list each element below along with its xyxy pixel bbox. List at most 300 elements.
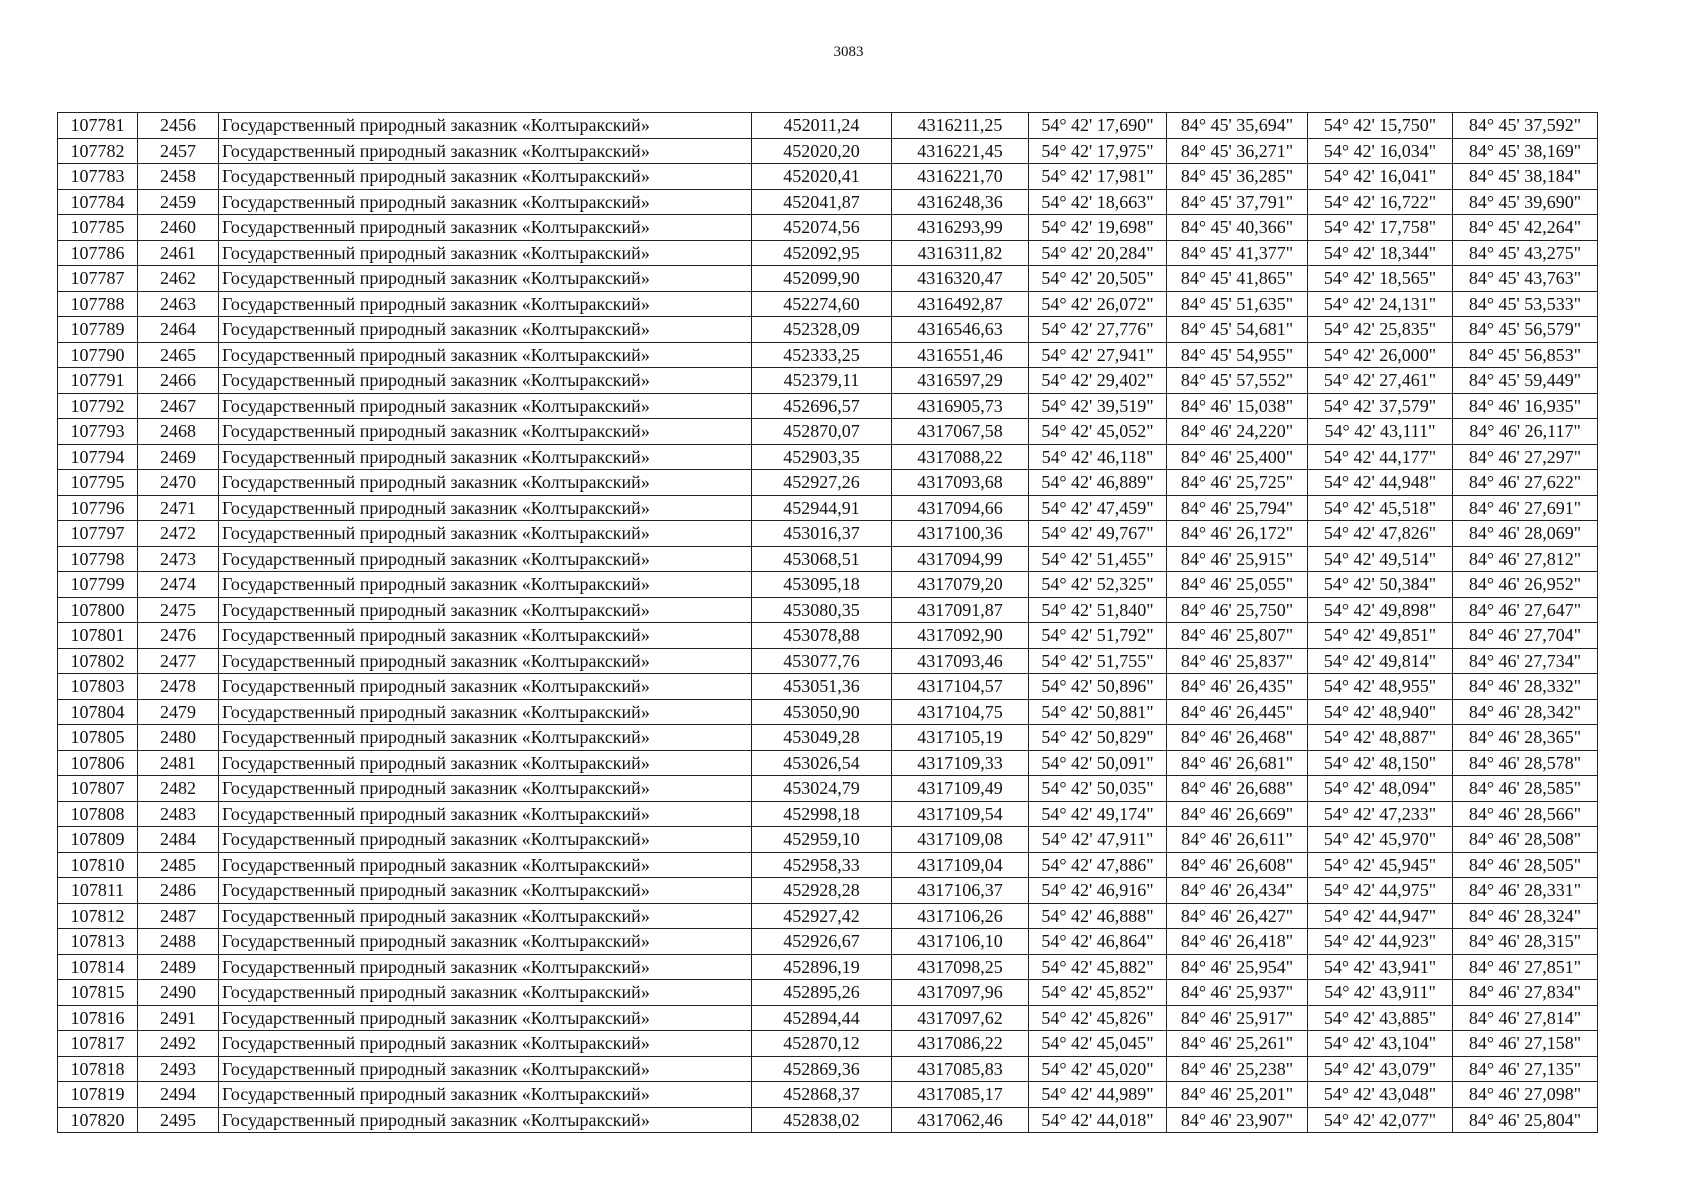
- longitude-alt-cell: 84° 46' 16,935": [1453, 393, 1598, 419]
- latitude-alt-cell: 54° 42' 47,826": [1308, 521, 1453, 547]
- y-coordinate-cell: 4316551,46: [892, 342, 1029, 368]
- latitude-alt-cell: 54° 42' 44,975": [1308, 878, 1453, 904]
- record-id-cell: 107818: [58, 1056, 138, 1082]
- longitude-cell: 84° 46' 26,445": [1167, 699, 1308, 725]
- latitude-alt-cell: 54° 42' 16,722": [1308, 189, 1453, 215]
- point-number-cell: 2476: [138, 623, 219, 649]
- longitude-alt-cell: 84° 46' 27,691": [1453, 495, 1598, 521]
- table-row: [58, 521, 1598, 547]
- point-number-cell: 2478: [138, 674, 219, 700]
- point-number-cell: 2482: [138, 776, 219, 802]
- x-coordinate-cell: 452959,10: [752, 827, 892, 853]
- reserve-name-cell: Государственный природный заказник «Колтыракский»: [219, 1082, 752, 1108]
- y-coordinate-cell: 4317085,17: [892, 1082, 1029, 1108]
- longitude-alt-cell: 84° 45' 53,533": [1453, 291, 1598, 317]
- latitude-cell: 54° 42' 47,459": [1029, 495, 1167, 521]
- latitude-alt-cell: 54° 42' 25,835": [1308, 317, 1453, 343]
- latitude-cell: 54° 42' 52,325": [1029, 572, 1167, 598]
- x-coordinate-cell: 453077,76: [752, 648, 892, 674]
- record-id-cell: 107796: [58, 495, 138, 521]
- latitude-cell: 54° 42' 46,864": [1029, 929, 1167, 955]
- y-coordinate-cell: 4317085,83: [892, 1056, 1029, 1082]
- latitude-alt-cell: 54° 42' 45,970": [1308, 827, 1453, 853]
- latitude-cell: 54° 42' 51,755": [1029, 648, 1167, 674]
- record-id-cell: 107795: [58, 470, 138, 496]
- x-coordinate-cell: 452868,37: [752, 1082, 892, 1108]
- longitude-cell: 84° 46' 26,434": [1167, 878, 1308, 904]
- y-coordinate-cell: 4316905,73: [892, 393, 1029, 419]
- y-coordinate-cell: 4316293,99: [892, 215, 1029, 241]
- longitude-alt-cell: 84° 46' 28,505": [1453, 852, 1598, 878]
- latitude-cell: 54° 42' 45,020": [1029, 1056, 1167, 1082]
- record-id-cell: 107792: [58, 393, 138, 419]
- latitude-alt-cell: 54° 42' 43,885": [1308, 1005, 1453, 1031]
- record-id-cell: 107815: [58, 980, 138, 1006]
- latitude-cell: 54° 42' 27,776": [1029, 317, 1167, 343]
- reserve-name-cell: Государственный природный заказник «Колтыракский»: [219, 623, 752, 649]
- table-row: [58, 215, 1598, 241]
- record-id-cell: 107820: [58, 1107, 138, 1133]
- latitude-cell: 54° 42' 45,052": [1029, 419, 1167, 445]
- record-id-cell: 107782: [58, 138, 138, 164]
- x-coordinate-cell: 452927,26: [752, 470, 892, 496]
- x-coordinate-cell: 452379,11: [752, 368, 892, 394]
- y-coordinate-cell: 4316597,29: [892, 368, 1029, 394]
- x-coordinate-cell: 453078,88: [752, 623, 892, 649]
- longitude-alt-cell: 84° 45' 56,853": [1453, 342, 1598, 368]
- longitude-cell: 84° 45' 40,366": [1167, 215, 1308, 241]
- longitude-cell: 84° 46' 25,725": [1167, 470, 1308, 496]
- y-coordinate-cell: 4316546,63: [892, 317, 1029, 343]
- point-number-cell: 2470: [138, 470, 219, 496]
- y-coordinate-cell: 4317086,22: [892, 1031, 1029, 1057]
- latitude-cell: 54° 42' 45,852": [1029, 980, 1167, 1006]
- reserve-name-cell: Государственный природный заказник «Колтыракский»: [219, 342, 752, 368]
- latitude-cell: 54° 42' 19,698": [1029, 215, 1167, 241]
- point-number-cell: 2485: [138, 852, 219, 878]
- record-id-cell: 107800: [58, 597, 138, 623]
- record-id-cell: 107817: [58, 1031, 138, 1057]
- y-coordinate-cell: 4317109,04: [892, 852, 1029, 878]
- x-coordinate-cell: 452926,67: [752, 929, 892, 955]
- record-id-cell: 107783: [58, 164, 138, 190]
- reserve-name-cell: Государственный природный заказник «Колтыракский»: [219, 1005, 752, 1031]
- record-id-cell: 107799: [58, 572, 138, 598]
- reserve-name-cell: Государственный природный заказник «Колтыракский»: [219, 240, 752, 266]
- y-coordinate-cell: 4317104,57: [892, 674, 1029, 700]
- reserve-name-cell: Государственный природный заказник «Колтыракский»: [219, 954, 752, 980]
- x-coordinate-cell: 452333,25: [752, 342, 892, 368]
- y-coordinate-cell: 4316311,82: [892, 240, 1029, 266]
- longitude-cell: 84° 45' 41,865": [1167, 266, 1308, 292]
- point-number-cell: 2492: [138, 1031, 219, 1057]
- longitude-cell: 84° 45' 51,635": [1167, 291, 1308, 317]
- x-coordinate-cell: 452869,36: [752, 1056, 892, 1082]
- longitude-alt-cell: 84° 46' 28,365": [1453, 725, 1598, 751]
- point-number-cell: 2457: [138, 138, 219, 164]
- longitude-cell: 84° 46' 25,794": [1167, 495, 1308, 521]
- table-row: [58, 750, 1598, 776]
- point-number-cell: 2467: [138, 393, 219, 419]
- latitude-cell: 54° 42' 47,886": [1029, 852, 1167, 878]
- record-id-cell: 107797: [58, 521, 138, 547]
- x-coordinate-cell: 453016,37: [752, 521, 892, 547]
- y-coordinate-cell: 4317105,19: [892, 725, 1029, 751]
- table-row: [58, 597, 1598, 623]
- latitude-alt-cell: 54° 42' 18,565": [1308, 266, 1453, 292]
- longitude-alt-cell: 84° 45' 43,275": [1453, 240, 1598, 266]
- longitude-cell: 84° 46' 26,427": [1167, 903, 1308, 929]
- reserve-name-cell: Государственный природный заказник «Колтыракский»: [219, 164, 752, 190]
- latitude-cell: 54° 42' 17,981": [1029, 164, 1167, 190]
- latitude-cell: 54° 42' 50,829": [1029, 725, 1167, 751]
- longitude-cell: 84° 45' 36,285": [1167, 164, 1308, 190]
- longitude-alt-cell: 84° 46' 27,704": [1453, 623, 1598, 649]
- latitude-alt-cell: 54° 42' 17,758": [1308, 215, 1453, 241]
- latitude-cell: 54° 42' 20,505": [1029, 266, 1167, 292]
- reserve-name-cell: Государственный природный заказник «Колтыракский»: [219, 495, 752, 521]
- x-coordinate-cell: 452998,18: [752, 801, 892, 827]
- y-coordinate-cell: 4316221,45: [892, 138, 1029, 164]
- table-row: [58, 903, 1598, 929]
- longitude-cell: 84° 45' 54,955": [1167, 342, 1308, 368]
- latitude-alt-cell: 54° 42' 42,077": [1308, 1107, 1453, 1133]
- reserve-name-cell: Государственный природный заказник «Колтыракский»: [219, 648, 752, 674]
- record-id-cell: 107813: [58, 929, 138, 955]
- record-id-cell: 107807: [58, 776, 138, 802]
- point-number-cell: 2466: [138, 368, 219, 394]
- reserve-name-cell: Государственный природный заказник «Колтыракский»: [219, 1107, 752, 1133]
- table-row: [58, 164, 1598, 190]
- longitude-alt-cell: 84° 46' 27,851": [1453, 954, 1598, 980]
- table-row: [58, 1107, 1598, 1133]
- y-coordinate-cell: 4317091,87: [892, 597, 1029, 623]
- table-row: [58, 138, 1598, 164]
- record-id-cell: 107786: [58, 240, 138, 266]
- longitude-cell: 84° 46' 25,954": [1167, 954, 1308, 980]
- x-coordinate-cell: 453068,51: [752, 546, 892, 572]
- point-number-cell: 2490: [138, 980, 219, 1006]
- longitude-alt-cell: 84° 46' 28,332": [1453, 674, 1598, 700]
- longitude-cell: 84° 46' 26,418": [1167, 929, 1308, 955]
- longitude-cell: 84° 46' 25,750": [1167, 597, 1308, 623]
- latitude-alt-cell: 54° 42' 49,898": [1308, 597, 1453, 623]
- latitude-cell: 54° 42' 29,402": [1029, 368, 1167, 394]
- point-number-cell: 2477: [138, 648, 219, 674]
- point-number-cell: 2488: [138, 929, 219, 955]
- table-row: [58, 827, 1598, 853]
- longitude-alt-cell: 84° 46' 28,331": [1453, 878, 1598, 904]
- point-number-cell: 2494: [138, 1082, 219, 1108]
- table-row: [58, 1056, 1598, 1082]
- latitude-alt-cell: 54° 42' 43,079": [1308, 1056, 1453, 1082]
- longitude-cell: 84° 45' 36,271": [1167, 138, 1308, 164]
- record-id-cell: 107812: [58, 903, 138, 929]
- record-id-cell: 107801: [58, 623, 138, 649]
- reserve-name-cell: Государственный природный заказник «Колтыракский»: [219, 419, 752, 445]
- longitude-cell: 84° 46' 26,468": [1167, 725, 1308, 751]
- y-coordinate-cell: 4317067,58: [892, 419, 1029, 445]
- y-coordinate-cell: 4317093,46: [892, 648, 1029, 674]
- record-id-cell: 107819: [58, 1082, 138, 1108]
- y-coordinate-cell: 4317094,99: [892, 546, 1029, 572]
- x-coordinate-cell: 453049,28: [752, 725, 892, 751]
- latitude-alt-cell: 54° 42' 24,131": [1308, 291, 1453, 317]
- table-row: [58, 674, 1598, 700]
- y-coordinate-cell: 4317106,37: [892, 878, 1029, 904]
- longitude-cell: 84° 45' 41,377": [1167, 240, 1308, 266]
- table-row: [58, 546, 1598, 572]
- x-coordinate-cell: 452099,90: [752, 266, 892, 292]
- latitude-alt-cell: 54° 42' 48,094": [1308, 776, 1453, 802]
- longitude-cell: 84° 46' 25,238": [1167, 1056, 1308, 1082]
- latitude-alt-cell: 54° 42' 48,150": [1308, 750, 1453, 776]
- latitude-alt-cell: 54° 42' 43,941": [1308, 954, 1453, 980]
- reserve-name-cell: Государственный природный заказник «Колтыракский»: [219, 521, 752, 547]
- x-coordinate-cell: 453051,36: [752, 674, 892, 700]
- reserve-name-cell: Государственный природный заказник «Колтыракский»: [219, 776, 752, 802]
- reserve-name-cell: Государственный природный заказник «Колтыракский»: [219, 572, 752, 598]
- longitude-cell: 84° 45' 37,791": [1167, 189, 1308, 215]
- latitude-cell: 54° 42' 17,690": [1029, 113, 1167, 139]
- table-row: [58, 648, 1598, 674]
- longitude-alt-cell: 84° 46' 26,117": [1453, 419, 1598, 445]
- y-coordinate-cell: 4317097,62: [892, 1005, 1029, 1031]
- latitude-cell: 54° 42' 51,840": [1029, 597, 1167, 623]
- longitude-cell: 84° 46' 25,055": [1167, 572, 1308, 598]
- reserve-name-cell: Государственный природный заказник «Колтыракский»: [219, 444, 752, 470]
- y-coordinate-cell: 4316320,47: [892, 266, 1029, 292]
- latitude-cell: 54° 42' 44,989": [1029, 1082, 1167, 1108]
- point-number-cell: 2493: [138, 1056, 219, 1082]
- table-row: [58, 623, 1598, 649]
- record-id-cell: 107814: [58, 954, 138, 980]
- latitude-cell: 54° 42' 46,118": [1029, 444, 1167, 470]
- y-coordinate-cell: 4317093,68: [892, 470, 1029, 496]
- reserve-name-cell: Государственный природный заказник «Колтыракский»: [219, 266, 752, 292]
- longitude-alt-cell: 84° 46' 27,812": [1453, 546, 1598, 572]
- longitude-alt-cell: 84° 46' 27,622": [1453, 470, 1598, 496]
- reserve-name-cell: Государственный природный заказник «Колтыракский»: [219, 393, 752, 419]
- latitude-cell: 54° 42' 20,284": [1029, 240, 1167, 266]
- record-id-cell: 107788: [58, 291, 138, 317]
- longitude-cell: 84° 46' 25,201": [1167, 1082, 1308, 1108]
- page-number: 3083: [833, 44, 864, 60]
- longitude-cell: 84° 46' 25,915": [1167, 546, 1308, 572]
- latitude-cell: 54° 42' 49,767": [1029, 521, 1167, 547]
- point-number-cell: 2472: [138, 521, 219, 547]
- table-row: [58, 929, 1598, 955]
- reserve-name-cell: Государственный природный заказник «Колтыракский»: [219, 929, 752, 955]
- table-row: [58, 419, 1598, 445]
- longitude-cell: 84° 45' 35,694": [1167, 113, 1308, 139]
- latitude-alt-cell: 54° 42' 49,814": [1308, 648, 1453, 674]
- reserve-name-cell: Государственный природный заказник «Колтыракский»: [219, 470, 752, 496]
- x-coordinate-cell: 453026,54: [752, 750, 892, 776]
- reserve-name-cell: Государственный природный заказник «Колтыракский»: [219, 368, 752, 394]
- y-coordinate-cell: 4317098,25: [892, 954, 1029, 980]
- latitude-cell: 54° 42' 50,091": [1029, 750, 1167, 776]
- y-coordinate-cell: 4317062,46: [892, 1107, 1029, 1133]
- x-coordinate-cell: 453024,79: [752, 776, 892, 802]
- x-coordinate-cell: 452870,12: [752, 1031, 892, 1057]
- point-number-cell: 2483: [138, 801, 219, 827]
- point-number-cell: 2491: [138, 1005, 219, 1031]
- longitude-cell: 84° 46' 15,038": [1167, 393, 1308, 419]
- point-number-cell: 2484: [138, 827, 219, 853]
- point-number-cell: 2456: [138, 113, 219, 139]
- record-id-cell: 107794: [58, 444, 138, 470]
- longitude-cell: 84° 46' 25,261": [1167, 1031, 1308, 1057]
- x-coordinate-cell: 452041,87: [752, 189, 892, 215]
- longitude-cell: 84° 46' 26,611": [1167, 827, 1308, 853]
- record-id-cell: 107784: [58, 189, 138, 215]
- longitude-alt-cell: 84° 46' 28,578": [1453, 750, 1598, 776]
- longitude-cell: 84° 46' 26,435": [1167, 674, 1308, 700]
- x-coordinate-cell: 452903,35: [752, 444, 892, 470]
- reserve-name-cell: Государственный природный заказник «Колтыракский»: [219, 546, 752, 572]
- longitude-cell: 84° 46' 26,669": [1167, 801, 1308, 827]
- point-number-cell: 2473: [138, 546, 219, 572]
- longitude-alt-cell: 84° 46' 28,585": [1453, 776, 1598, 802]
- record-id-cell: 107781: [58, 113, 138, 139]
- latitude-cell: 54° 42' 18,663": [1029, 189, 1167, 215]
- latitude-alt-cell: 54° 42' 43,111": [1308, 419, 1453, 445]
- x-coordinate-cell: 452896,19: [752, 954, 892, 980]
- table-row: [58, 776, 1598, 802]
- latitude-alt-cell: 54° 42' 44,947": [1308, 903, 1453, 929]
- longitude-alt-cell: 84° 45' 43,763": [1453, 266, 1598, 292]
- point-number-cell: 2487: [138, 903, 219, 929]
- record-id-cell: 107805: [58, 725, 138, 751]
- table-row: [58, 572, 1598, 598]
- longitude-cell: 84° 46' 25,937": [1167, 980, 1308, 1006]
- point-number-cell: 2460: [138, 215, 219, 241]
- latitude-cell: 54° 42' 39,519": [1029, 393, 1167, 419]
- record-id-cell: 107785: [58, 215, 138, 241]
- latitude-cell: 54° 42' 51,455": [1029, 546, 1167, 572]
- record-id-cell: 107804: [58, 699, 138, 725]
- reserve-name-cell: Государственный природный заказник «Колтыракский»: [219, 317, 752, 343]
- latitude-alt-cell: 54° 42' 44,177": [1308, 444, 1453, 470]
- longitude-alt-cell: 84° 46' 27,734": [1453, 648, 1598, 674]
- table-row: [58, 980, 1598, 1006]
- latitude-cell: 54° 42' 26,072": [1029, 291, 1167, 317]
- latitude-alt-cell: 54° 42' 43,911": [1308, 980, 1453, 1006]
- longitude-alt-cell: 84° 46' 27,814": [1453, 1005, 1598, 1031]
- y-coordinate-cell: 4317100,36: [892, 521, 1029, 547]
- longitude-alt-cell: 84° 45' 38,184": [1453, 164, 1598, 190]
- y-coordinate-cell: 4317094,66: [892, 495, 1029, 521]
- point-number-cell: 2462: [138, 266, 219, 292]
- table-row: [58, 444, 1598, 470]
- y-coordinate-cell: 4317109,08: [892, 827, 1029, 853]
- x-coordinate-cell: 452958,33: [752, 852, 892, 878]
- table-row: [58, 852, 1598, 878]
- x-coordinate-cell: 452274,60: [752, 291, 892, 317]
- point-number-cell: 2464: [138, 317, 219, 343]
- latitude-alt-cell: 54° 42' 49,851": [1308, 623, 1453, 649]
- table-row: [58, 189, 1598, 215]
- record-id-cell: 107810: [58, 852, 138, 878]
- longitude-alt-cell: 84° 46' 25,804": [1453, 1107, 1598, 1133]
- table-row: [58, 954, 1598, 980]
- longitude-cell: 84° 45' 54,681": [1167, 317, 1308, 343]
- table-row: [58, 801, 1598, 827]
- table-row: [58, 699, 1598, 725]
- latitude-cell: 54° 42' 46,889": [1029, 470, 1167, 496]
- record-id-cell: 107793: [58, 419, 138, 445]
- latitude-alt-cell: 54° 42' 27,461": [1308, 368, 1453, 394]
- longitude-alt-cell: 84° 45' 42,264": [1453, 215, 1598, 241]
- latitude-cell: 54° 42' 50,896": [1029, 674, 1167, 700]
- reserve-name-cell: Государственный природный заказник «Колтыракский»: [219, 1056, 752, 1082]
- longitude-cell: 84° 46' 25,917": [1167, 1005, 1308, 1031]
- table-row: [58, 393, 1598, 419]
- longitude-cell: 84° 46' 23,907": [1167, 1107, 1308, 1133]
- longitude-alt-cell: 84° 45' 59,449": [1453, 368, 1598, 394]
- reserve-name-cell: Государственный природный заказник «Колтыракский»: [219, 215, 752, 241]
- latitude-alt-cell: 54° 42' 15,750": [1308, 113, 1453, 139]
- x-coordinate-cell: 452944,91: [752, 495, 892, 521]
- latitude-cell: 54° 42' 47,911": [1029, 827, 1167, 853]
- table-row: [58, 495, 1598, 521]
- record-id-cell: 107791: [58, 368, 138, 394]
- reserve-name-cell: Государственный природный заказник «Колтыракский»: [219, 113, 752, 139]
- table-row: [58, 470, 1598, 496]
- table-row: [58, 291, 1598, 317]
- latitude-cell: 54° 42' 46,888": [1029, 903, 1167, 929]
- longitude-alt-cell: 84° 46' 28,508": [1453, 827, 1598, 853]
- table-row: [58, 240, 1598, 266]
- latitude-alt-cell: 54° 42' 48,940": [1308, 699, 1453, 725]
- x-coordinate-cell: 452894,44: [752, 1005, 892, 1031]
- reserve-name-cell: Государственный природный заказник «Колтыракский»: [219, 597, 752, 623]
- latitude-alt-cell: 54° 42' 45,945": [1308, 852, 1453, 878]
- latitude-alt-cell: 54° 42' 16,041": [1308, 164, 1453, 190]
- latitude-alt-cell: 54° 42' 44,948": [1308, 470, 1453, 496]
- record-id-cell: 107790: [58, 342, 138, 368]
- point-number-cell: 2469: [138, 444, 219, 470]
- table-row: [58, 266, 1598, 292]
- reserve-name-cell: Государственный природный заказник «Колтыракский»: [219, 291, 752, 317]
- record-id-cell: 107787: [58, 266, 138, 292]
- latitude-cell: 54° 42' 17,975": [1029, 138, 1167, 164]
- longitude-cell: 84° 46' 26,681": [1167, 750, 1308, 776]
- record-id-cell: 107809: [58, 827, 138, 853]
- latitude-alt-cell: 54° 42' 18,344": [1308, 240, 1453, 266]
- table-row: [58, 317, 1598, 343]
- longitude-cell: 84° 46' 25,400": [1167, 444, 1308, 470]
- y-coordinate-cell: 4317106,10: [892, 929, 1029, 955]
- point-number-cell: 2458: [138, 164, 219, 190]
- latitude-alt-cell: 54° 42' 49,514": [1308, 546, 1453, 572]
- point-number-cell: 2474: [138, 572, 219, 598]
- latitude-cell: 54° 42' 46,916": [1029, 878, 1167, 904]
- table-row: [58, 1031, 1598, 1057]
- table-row: [58, 1005, 1598, 1031]
- y-coordinate-cell: 4317106,26: [892, 903, 1029, 929]
- record-id-cell: 107808: [58, 801, 138, 827]
- x-coordinate-cell: 452927,42: [752, 903, 892, 929]
- latitude-alt-cell: 54° 42' 43,104": [1308, 1031, 1453, 1057]
- point-number-cell: 2465: [138, 342, 219, 368]
- latitude-alt-cell: 54° 42' 48,887": [1308, 725, 1453, 751]
- latitude-alt-cell: 54° 42' 47,233": [1308, 801, 1453, 827]
- reserve-name-cell: Государственный природный заказник «Колтыракский»: [219, 903, 752, 929]
- longitude-alt-cell: 84° 46' 28,315": [1453, 929, 1598, 955]
- latitude-cell: 54° 42' 44,018": [1029, 1107, 1167, 1133]
